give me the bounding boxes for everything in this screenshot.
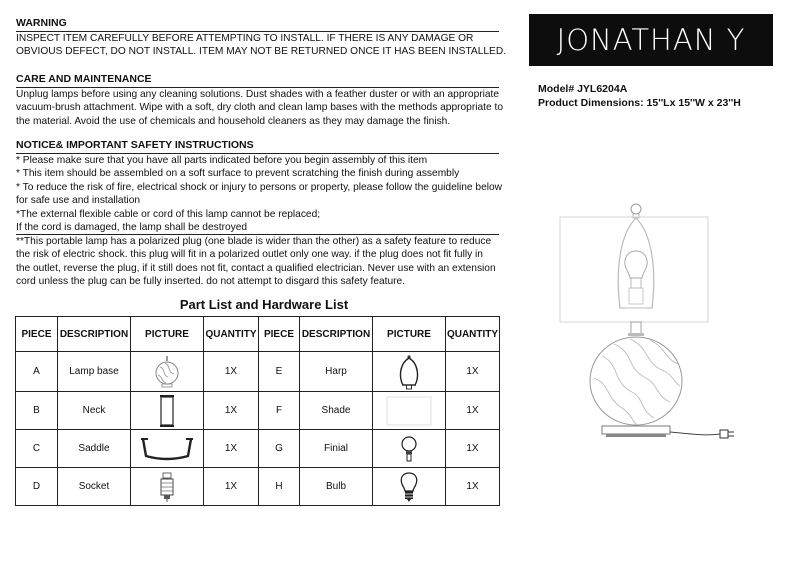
column-header: DESCRIPTION [58, 317, 131, 352]
piece-cell: F [259, 392, 300, 430]
piece-cell: E [259, 352, 300, 392]
product-info [538, 82, 741, 110]
description-cell: Harp [300, 352, 373, 392]
safety-line: * To reduce the risk of fire, electrical shock or injury to persons or property, please follow the guideline below [16, 181, 503, 193]
parts-table [15, 316, 500, 506]
picture-cell [373, 392, 446, 430]
product-dimensions: Product Dimensions: 15''Lx 15''W x 23''H [538, 97, 741, 109]
piece-cell: D [16, 468, 58, 506]
safety-line: * Please make sure that you have all parts indicated before you begin assembly of this item [16, 155, 428, 166]
neck-icon [152, 394, 182, 428]
table-row [16, 430, 500, 468]
column-header: PIECE [259, 317, 300, 352]
plug-line: cord unless the plug can be fully inserted. do not attempt to disgard this safety feature. [16, 276, 406, 288]
picture-cell [373, 352, 446, 392]
lamp-illustration [540, 196, 780, 466]
description-cell: Finial [300, 430, 373, 468]
quantity-cell: 1X [446, 352, 500, 392]
column-header: QUANTITY [446, 317, 500, 352]
table-header-row [16, 317, 500, 352]
quantity-cell: 1X [446, 468, 500, 506]
piece-cell: A [16, 352, 58, 392]
picture-cell [131, 352, 204, 392]
table-row [16, 468, 500, 506]
quantity-cell: 1X [204, 392, 259, 430]
care-line: Unplug lamps before using any cleaning solutions. Dust shades with a feather duster or with an appropriate [16, 89, 500, 100]
piece-cell: C [16, 430, 58, 468]
model-number: Model# JYL6204A [538, 83, 628, 95]
safety-title: NOTICE& IMPORTANT SAFETY INSTRUCTIONS [16, 139, 254, 151]
plug-line: the risk of electric shock. this plug will fit in a polarized outlet only one way. if the plug does not fit fully in [16, 249, 483, 261]
socket-icon [155, 471, 179, 503]
saddle-icon [140, 435, 194, 463]
table-row [16, 392, 500, 430]
safety-line: If the cord is damaged, the lamp shall be destroyed [16, 222, 248, 234]
shade-icon [386, 396, 432, 426]
safety-line: *The external flexible cable or cord of this lamp cannot be replaced; [16, 208, 321, 220]
warning-title: WARNING [16, 17, 67, 29]
care-line: the material. Avoid the use of chemicals and household cleaners as they may damage the finish. [16, 115, 451, 127]
description-cell: Saddle [58, 430, 131, 468]
quantity-cell: 1X [446, 392, 500, 430]
care-section [16, 73, 503, 128]
piece-cell: B [16, 392, 58, 430]
quantity-cell: 1X [204, 352, 259, 392]
harp-icon [394, 354, 424, 390]
assembled-lamp-icon [540, 196, 780, 466]
column-header: QUANTITY [204, 317, 259, 352]
finial-icon [397, 434, 421, 464]
description-cell: Neck [58, 392, 131, 430]
plug-line: **This portable lamp has a polarized plug (one blade is wider than the other) as a safety feature to reduce [16, 236, 492, 247]
column-header: PICTURE [131, 317, 204, 352]
care-title: CARE AND MAINTENANCE [16, 73, 152, 85]
table-row [16, 352, 500, 392]
bulb-icon [397, 471, 421, 503]
quantity-cell: 1X [204, 468, 259, 506]
warning-line: OBVIOUS DEFECT, DO NOT INSTALL. ITEM MAY NOT BE RETURNED ONCE IT HAS BEEN INSTALLED. [16, 46, 507, 58]
picture-cell [131, 468, 204, 506]
description-cell: Bulb [300, 468, 373, 506]
piece-cell: H [259, 468, 300, 506]
description-cell: Shade [300, 392, 373, 430]
column-header: DESCRIPTION [300, 317, 373, 352]
picture-cell [131, 430, 204, 468]
quantity-cell: 1X [446, 430, 500, 468]
brand-logo: JONATHAN Y [529, 14, 773, 66]
column-header: PIECE [16, 317, 58, 352]
parts-title: Part List and Hardware List [179, 297, 349, 312]
picture-cell [373, 430, 446, 468]
warning-line: INSPECT ITEM CAREFULLY BEFORE ATTEMPTING TO INSTALL. IF THERE IS ANY DAMAGE OR [16, 33, 474, 44]
plug-line: the outlet, reverse the plug, if it still does not fit, contact a qualified electrician. Never use with an extension [16, 262, 496, 274]
lamp-base-icon [152, 355, 182, 389]
warning-section [16, 17, 507, 59]
picture-cell [131, 392, 204, 430]
column-header: PICTURE [373, 317, 446, 352]
quantity-cell: 1X [204, 430, 259, 468]
picture-cell [373, 468, 446, 506]
description-cell: Lamp base [58, 352, 131, 392]
description-cell: Socket [58, 468, 131, 506]
care-line: vacuum-brush attachment. Wipe with a soft, dry cloth and clean lamp bases with the methods appropriate to [16, 102, 503, 114]
safety-line: * This item should be assembled on a soft surface to prevent scratching the finish during assembly [16, 168, 460, 180]
safety-line: for safe use and installation [16, 195, 141, 207]
piece-cell: G [259, 430, 300, 468]
plug-section [16, 233, 499, 289]
safety-section [16, 139, 503, 234]
